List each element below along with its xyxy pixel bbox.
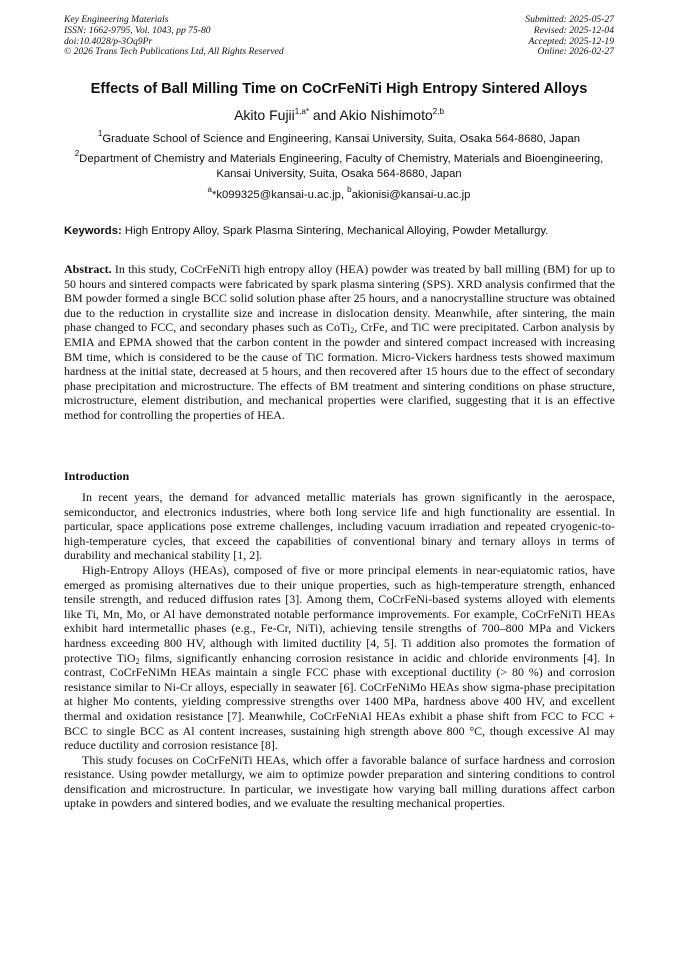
author-2-name: Akio Nishimoto [339,107,433,123]
introduction-body [64,490,615,811]
abstract-text-2: , CrFe, and TiC were precipitated. Carbon analysis by EMIA and EPMA showed that the carbon content in the powder and sintered compact increased with increasing BM time, which is considered to be the cause of TiC formation. Micro-Vickers hardness tests showed maximum hardness at the initial state, decreased at 5 hours, and then recovered after 15 hours due to the effect of secondary phase precipitation and microstructure. The effects of BM treatment and sintering conditions on phase structure, microstructure, element distribution, and mechanical properties were clarified, suggesting that it is an effective method for controlling the properties of HEA. [64,320,615,422]
email-1-link[interactable]: *k099325@kansai-u.ac.jp, [211,189,348,201]
abstract-text-1: In this study, CoCrFeNiTi high entropy alloy (HEA) powder was treated by ball milling (BM) for up to 50 hours and sintered compacts were fabricated by spark plasma sintering (SPS). XRD analysis confirmed that the BM powder formed a single BCC solid solution phase after 25 hours, and a nanocrystalline structure was obtained due to the reduction in crystallite size and increase in dislocation density. Meanwhile, after sintering, the main phase changed to FCC, and secondary phases such as CoTi [64,262,615,335]
intro-paragraph-2 [64,563,615,753]
affiliation-1 [64,129,614,147]
copyright-line: © 2026 Trans Tech Publications Ltd, All Rights Reserved [64,46,284,58]
journal-name: Key Engineering Materials [64,14,169,25]
keywords-label: Keywords: [64,225,122,237]
author-1-marker: 1,a* [294,107,310,116]
affiliation-1-text: Graduate School of Science and Engineering, Kansai University, Suita, Osaka 564-8680, Japan [102,133,581,145]
intro-paragraph-1: In recent years, the demand for advanced metallic materials has grown significantly in the aerospace, semiconductor, and electronics industries, where both long service life and high functionality are essential. In particular, space applications pose extreme challenges, including vacuum irradiation and repeated cryogenic-to-high-temperature cycles, that exceed the capabilities of conventional binary and ternary alloys in terms of durability and mechanical stability [1, 2]. [64,490,615,563]
submitted-date: Submitted: 2025-05-27 [525,14,614,25]
author-conjunction: and [309,107,340,123]
affiliation-2-marker: 2 [74,149,80,158]
email-line [0,185,678,203]
abstract-label: Abstract. [64,262,112,276]
keywords-text: High Entropy Alloy, Spark Plasma Sintering, Mechanical Alloying, Powder Metallurgy. [121,225,549,237]
author-1-name: Akito Fujii [234,107,295,123]
affiliation-1-marker: 1 [97,129,103,138]
intro-paragraph-2-part-a: High-Entropy Alloys (HEAs), composed of five or more principal elements in near-equiatomic ratios, have emerged as promising alternatives due to their unique properties, such as high-temperature strength, enhanced tensile strength, and reduced diffusion rates [3]. Among them, CoCrFeNi-based systems alloyed with elements like Ti, Mn, Mo, or Al have demonstrated notable performance improvements. For example, CoCrFeNiTi HEAs exhibit hard intermetallic phases (e.g., Fe-Cr, NiTi), achieving tensile strengths of 700–800 MPa and Vickers hardness exceeding 800 HV, although with limited ductility [4, 5]. Ti addition also promotes the formation of protective TiO [64,562,615,665]
revised-date: Revised: 2025-12-04 [533,24,614,36]
author-line [0,106,678,124]
issn-line: ISSN: 1662-9795, Vol. 1043, pp 75-80 [64,24,211,36]
doi-line: doi:10.4028/p-3Oq9Pr [64,35,153,47]
accepted-date: Accepted: 2025-12-19 [528,35,614,47]
email-2-marker: b [347,185,352,194]
intro-paragraph-2-subscript: 2 [135,656,140,666]
introduction-heading: Introduction [64,469,130,483]
affiliation-2-text: Department of Chemistry and Materials Engineering, Faculty of Chemistry, Materials and Bioengineering, Kansai University, Suita, Osaka 564-8680, Japan [79,153,604,180]
intro-paragraph-2-part-b: films, significantly enhancing corrosion resistance in acidic and chloride environments [4]. In contrast, CoCrFeNiMn HEAs maintain a single FCC phase with exceptional ductility (> 80 %) and corrosion resistance similar to Ni-Cr alloys, especially in seawater [6]. CoCrFeNiMo HEAs show sigma-phase precipitation at higher Mo contents, yielding compressive strengths over 1400 MPa, hardness above 400 HV, and excellent thermal and oxidation resistance [7]. Meanwhile, CoCrFeNiAl HEAs exhibit a phase shift from FCC to FCC + BCC to single BCC as Al content increases, sustaining high strength above 800 °C, though excessive Al may reduce ductility and corrosion resistance [8]. [64,650,615,753]
online-date: Online: 2026-02-27 [537,46,614,58]
author-2-marker: 2,b [432,107,444,116]
affiliation-2 [64,149,614,182]
journal-header-left [64,15,284,58]
email-1-marker: a [207,185,212,194]
abstract-subscript: 2 [350,326,355,336]
journal-header-right [525,15,614,58]
keywords-block [64,224,616,239]
abstract-block [64,262,615,423]
email-2-link[interactable]: akionisi@kansai-u.ac.jp [351,189,471,201]
paper-title: Effects of Ball Milling Time on CoCrFeNiTi High Entropy Sintered Alloys [90,81,588,97]
intro-paragraph-3: This study focuses on CoCrFeNiTi HEAs, which offer a favorable balance of surface hardness and corrosion resistance. Using powder metallurgy, we aim to optimize powder preparation and sintering conditions to control densification and microstructure. In particular, we investigate how varying ball milling durations affect carbon uptake in powders and sintered bodies, and we evaluate the resulting mechanical properties. [64,752,615,811]
